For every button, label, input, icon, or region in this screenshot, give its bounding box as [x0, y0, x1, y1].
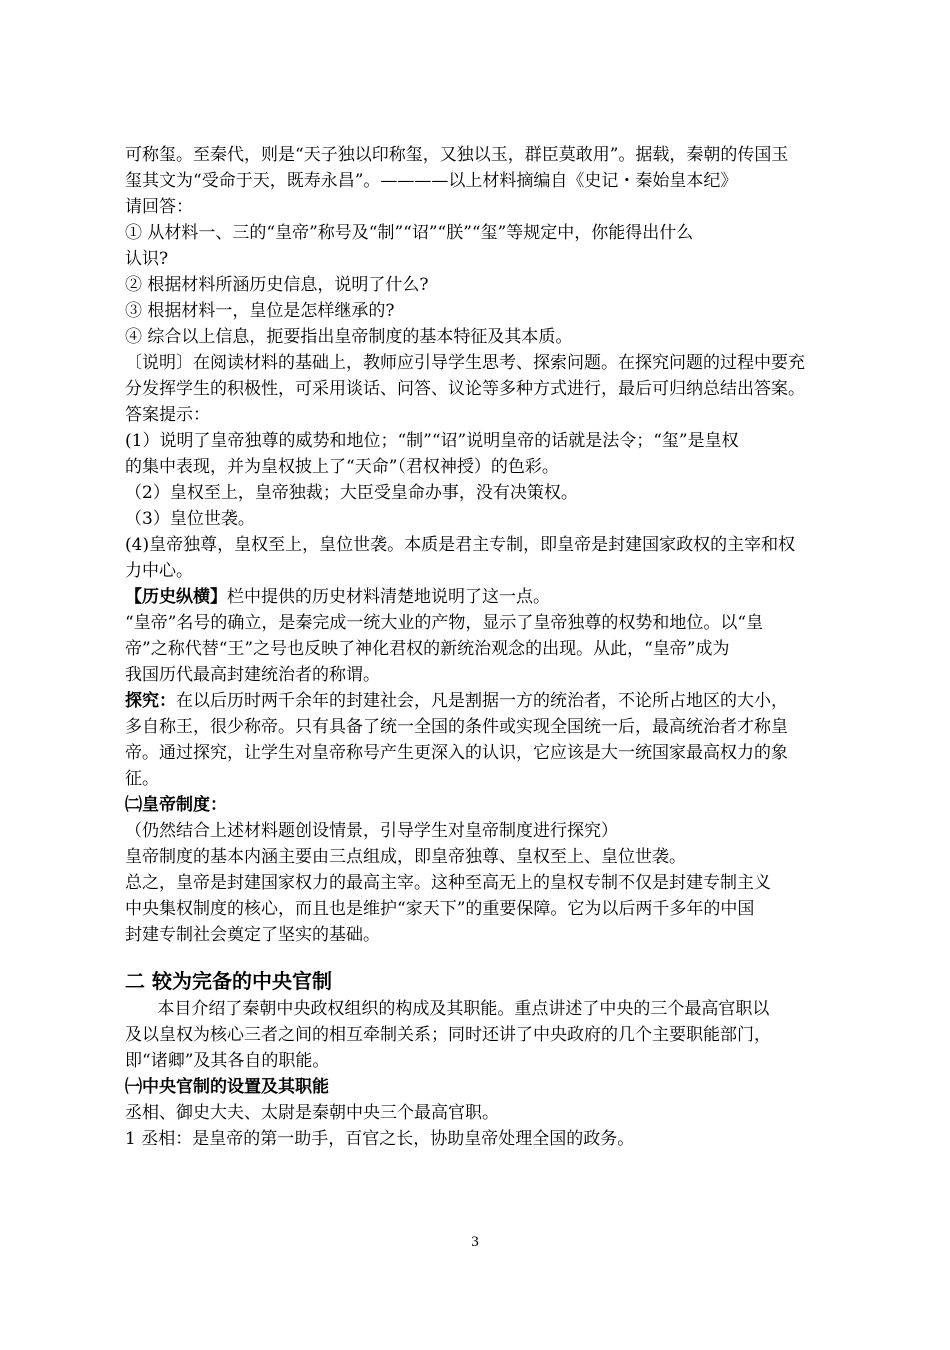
text-line: 及以皇权为核心三者之间的相互牵制关系；同时还讲了中央政府的几个主要职能部门， [125, 1025, 771, 1045]
text-line: 认识? [125, 249, 169, 269]
text-line: 玺其文为“受命于天，既寿永昌”。————以上材料摘编自《史记・秦始皇本纪》 [125, 171, 738, 191]
text-line: 请回答： [125, 197, 193, 217]
text-line: 中央集权制度的核心，而且也是维护“家天下”的重要保障。它为以后两千多年的中国 [125, 899, 755, 919]
lishi-line [125, 584, 830, 610]
text-line: 我国历代最高封建统治者的称谓。 [125, 665, 380, 685]
text-line: 可称玺。至秦代，则是“天子独以印称玺，又独以玉，群臣莫敢用”。据载，秦朝的传国玉 [125, 145, 789, 165]
lishi-label: 【历史纵横】 [125, 587, 227, 607]
text-line: 帝”之称代替“王”之号也反映了神化君权的新统治观念的出现。从此，“皇帝”成为 [125, 639, 730, 659]
text-line: 征。 [125, 769, 159, 789]
text-line: 分发挥学生的积极性，可采用谈话、问答、议论等多种方式进行，最后可归纳总结出答案。 [125, 379, 805, 399]
text-line: (4)皇帝独尊，皇权至上，皇位世袭。本质是君主专制，即皇帝是封建国家政权的主宰和权 [125, 535, 796, 555]
text-line: 帝。通过探究，让学生对皇帝称号产生更深入的认识，它应该是大一统国家最高权力的象 [125, 743, 788, 763]
text-line: 1 丞相：是皇帝的第一助手，百官之长，协助皇帝处理全国的政务。 [125, 1129, 635, 1149]
text-line: ① 从材料一、三的“皇帝”称号及“制”“诏”“朕”“玺”等规定中，你能得出什么 [125, 223, 694, 243]
text-line: （2）皇权至上，皇帝独裁；大臣受皇命办事，没有决策权。 [125, 483, 578, 503]
page-number: 3 [471, 1234, 479, 1250]
text-line: （仍然结合上述材料题创设情景，引导学生对皇帝制度进行探究） [125, 821, 618, 841]
text-line: 多自称王，很少称帝。只有具备了统一全国的条件或实现全国统一后，最高统治者才称皇 [125, 717, 788, 737]
text-line: 答案提示： [125, 405, 210, 425]
subheading-central-offices: ㈠中央官制的设置及其职能 [125, 1077, 329, 1097]
text-line: ③ 根据材料一，皇位是怎样继承的? [125, 301, 395, 321]
text-line: ④ 综合以上信息，扼要指出皇帝制度的基本特征及其本质。 [125, 327, 573, 347]
section-title: 二 较为完备的中央官制 [125, 969, 332, 993]
text-line: 本目介绍了秦朝中央政权组织的构成及其职能。重点讲述了中央的三个最高官职以 [125, 999, 770, 1019]
document-body [125, 142, 830, 1152]
text-line: 力中心。 [125, 561, 193, 581]
tanjiu-text: 在以后历时两千余年的封建社会，凡是割据一方的统治者，不论所占地区的大小， [176, 691, 788, 711]
tanjiu-line [125, 688, 830, 714]
text-line: 〔说明〕在阅读材料的基础上，教师应引导学生思考、探索问题。在探究问题的过程中要充 [125, 353, 805, 373]
text-line: (1）说明了皇帝独尊的威势和地位；“制”“诏”说明皇帝的话就是法令；“玺”是皇权 [125, 431, 739, 451]
lishi-text: 栏中提供的历史材料清楚地说明了这一点。 [227, 587, 550, 607]
text-line: 皇帝制度的基本内涵主要由三点组成，即皇帝独尊、皇权至上、皇位世袭。 [125, 847, 686, 867]
text-line: 封建专制社会奠定了坚实的基础。 [125, 925, 380, 945]
text-line: 的集中表现，并为皇权披上了“天命”（君权神授）的色彩。 [125, 457, 559, 477]
text-line: （3）皇位世袭。 [125, 509, 255, 529]
text-line: 总之，皇帝是封建国家权力的最高主宰。这种至高无上的皇权专制不仅是封建专制主义 [125, 873, 771, 893]
tanjiu-label: 探究： [125, 691, 176, 711]
text-line: “皇帝”名号的确立，是秦完成一统大业的产物，显示了皇帝独尊的权势和地位。以“皇 [125, 613, 764, 633]
subheading-emperor-system: ㈡皇帝制度： [125, 795, 227, 815]
text-line: 即“诸卿”及其各自的职能。 [125, 1051, 330, 1071]
text-line: ② 根据材料所涵历史信息，说明了什么? [125, 275, 429, 295]
text-line: 丞相、御史大夫、太尉是秦朝中央三个最高官职。 [125, 1103, 499, 1123]
